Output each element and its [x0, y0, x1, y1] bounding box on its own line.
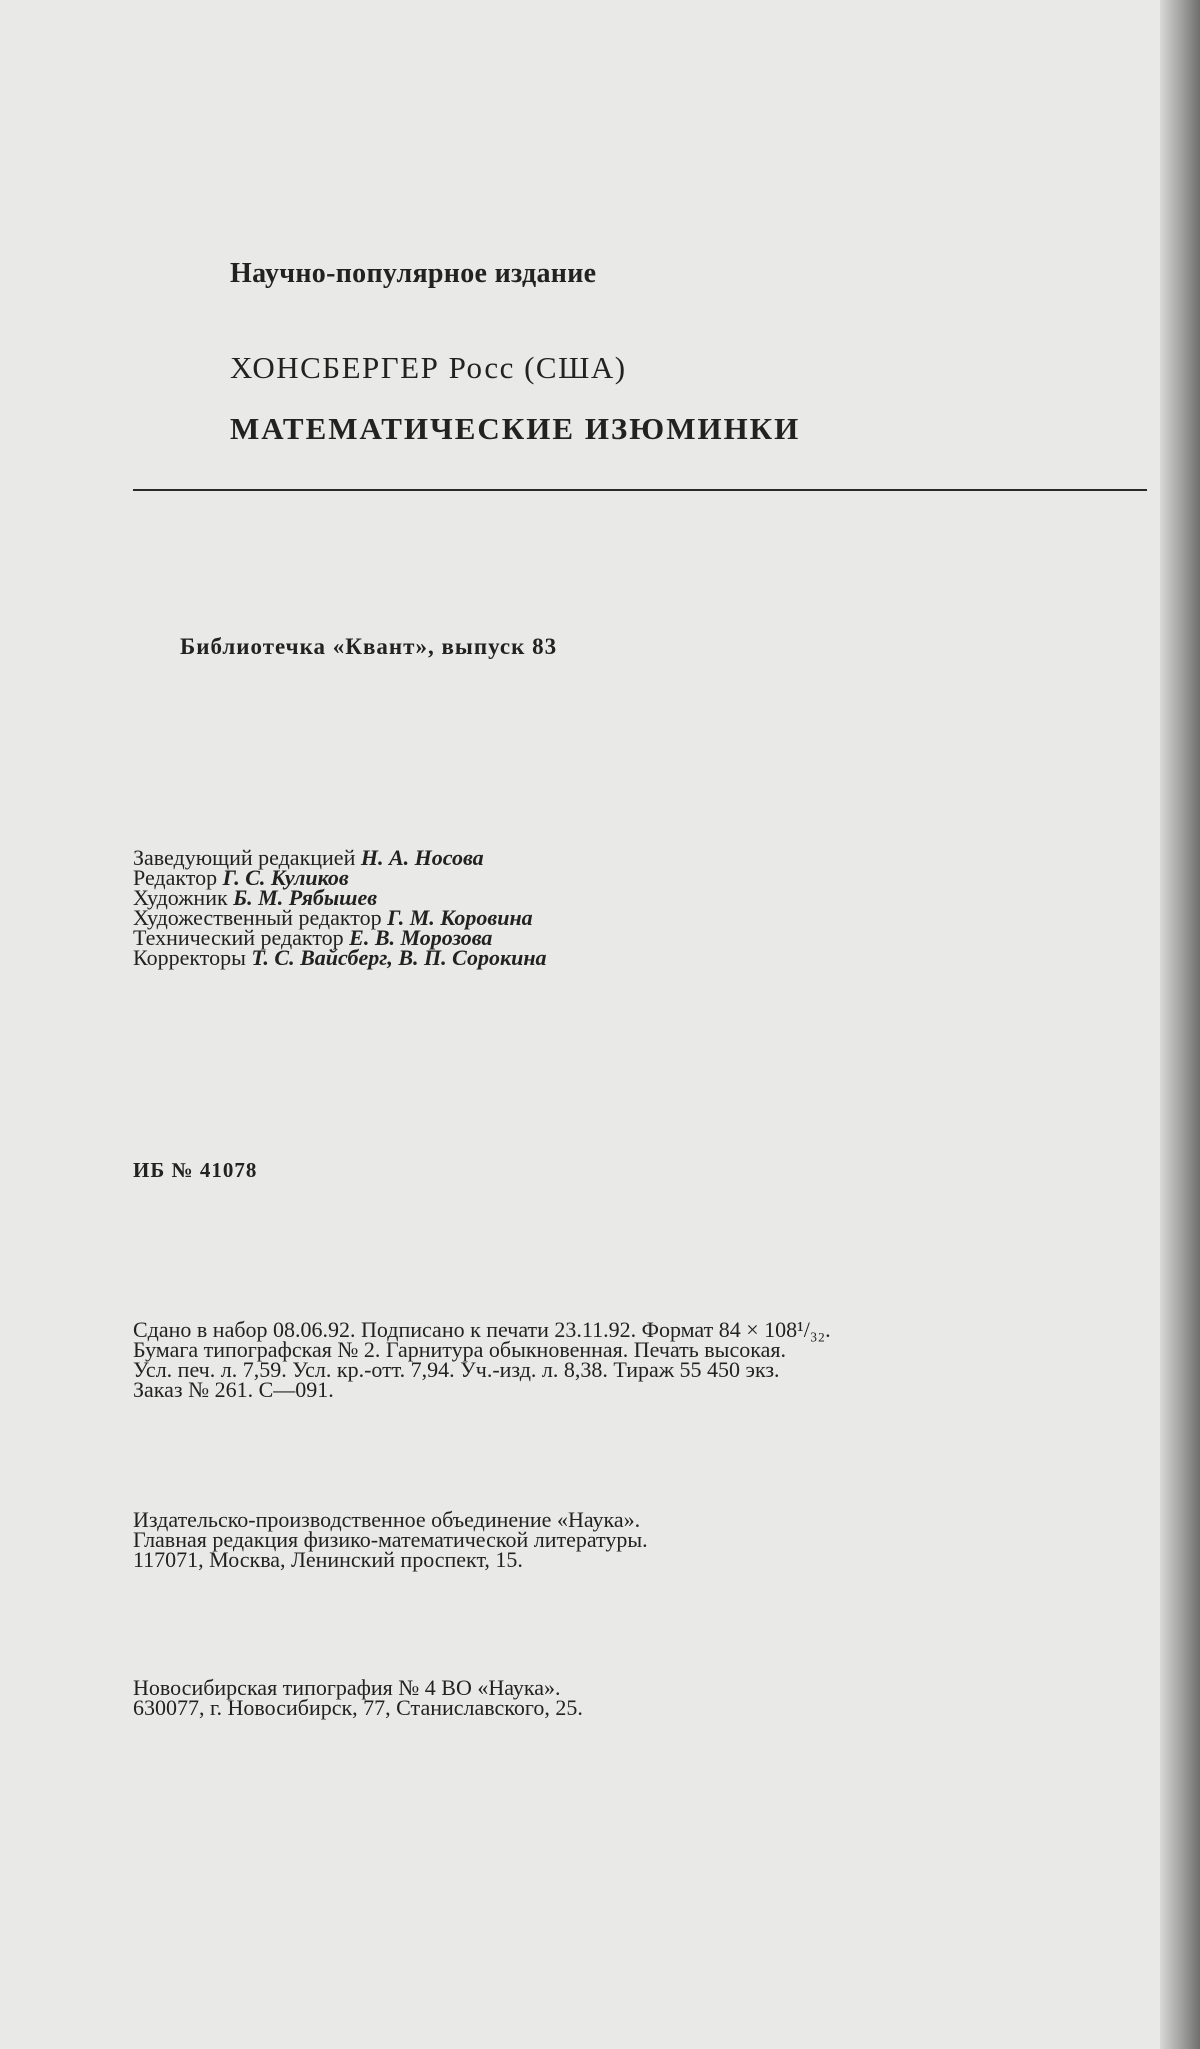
- ib-number: ИБ № 41078: [133, 1158, 258, 1182]
- printing-house-info: [133, 1675, 1153, 1720]
- staff-role: Технический редактор: [133, 925, 344, 950]
- printing-line: Бумага типографская № 2. Гарнитура обыкновенная. Печать высокая.: [133, 1337, 786, 1362]
- publication-genre: Научно-популярное издание: [230, 258, 597, 289]
- staff-name: Н. А. Носова: [360, 845, 484, 870]
- staff-role: Корректоры: [133, 945, 246, 970]
- series-line: Библиотечка «Квант», выпуск 83: [180, 634, 558, 659]
- printing-details: [133, 1317, 1153, 1402]
- publisher-line: Главная редакция физико-математической литературы.: [133, 1527, 648, 1552]
- staff-role: Художник: [133, 885, 228, 910]
- publisher-info: [133, 1507, 1153, 1572]
- printing-line: Усл. печ. л. 7,59. Усл. кр.-отт. 7,94. Уч.-изд. л. 8,38. Тираж 55 450 экз.: [133, 1357, 780, 1382]
- staff-name: Г. С. Куликов: [222, 865, 349, 890]
- staff-role: Заведующий редакцией: [133, 845, 356, 870]
- printing-line: Заказ № 261. С—091.: [133, 1377, 334, 1402]
- staff-name: Г. М. Коровина: [387, 905, 533, 930]
- staff-row: [133, 945, 1153, 970]
- staff-name: Е. В. Морозова: [349, 925, 493, 950]
- staff-credits: [133, 845, 1153, 970]
- publisher-line: 117071, Москва, Ленинский проспект, 15.: [133, 1547, 523, 1572]
- staff-name: Т. С. Вайсберг, В. П. Сорокина: [251, 945, 547, 970]
- printing-house-line: 630077, г. Новосибирск, 77, Станиславского, 25.: [133, 1695, 583, 1720]
- page-edge-shadow: [1160, 0, 1200, 2049]
- divider-rule: [133, 489, 1147, 491]
- staff-role: Художественный редактор: [133, 905, 382, 930]
- printing-house-line: Новосибирская типография № 4 ВО «Наука».: [133, 1675, 561, 1700]
- publisher-line: Издательско-производственное объединение «Наука».: [133, 1507, 641, 1532]
- book-title: МАТЕМАТИЧЕСКИЕ ИЗЮМИНКИ: [230, 411, 801, 446]
- staff-role: Редактор: [133, 865, 218, 890]
- staff-name: Б. М. Рябышев: [233, 885, 378, 910]
- book-author: ХОНСБЕРГЕР Росс (США): [230, 350, 627, 385]
- printing-line: Сдано в набор 08.06.92. Подписано к печати 23.11.92. Формат 84 × 108¹/₃₂.: [133, 1317, 831, 1342]
